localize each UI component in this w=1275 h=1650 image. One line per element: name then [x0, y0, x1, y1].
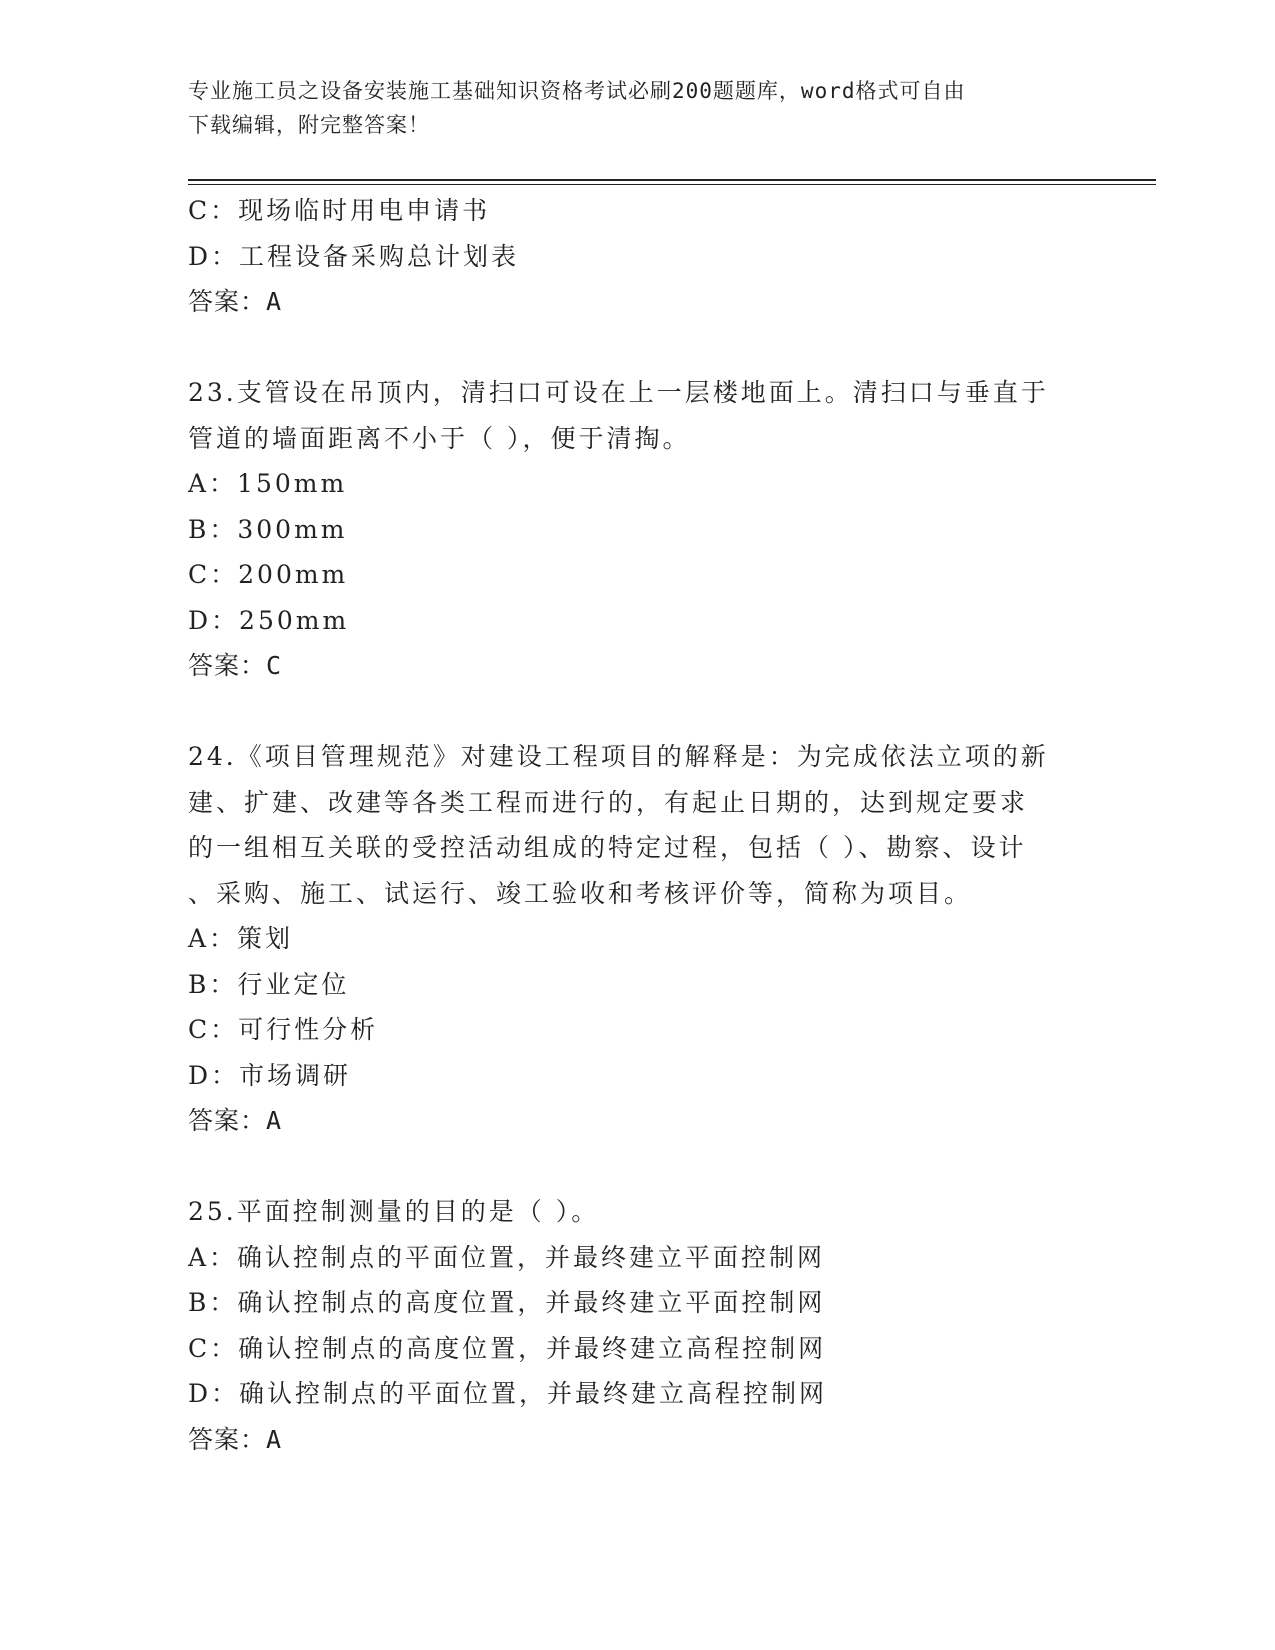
question-stem: 25.平面控制测量的目的是（ ）。 — [188, 1197, 600, 1226]
option-c: C：现场临时用电申请书 — [188, 196, 491, 225]
document-header — [188, 74, 1068, 142]
question-stem: 管道的墙面距离不小于（ ），便于清掏。 — [188, 423, 691, 453]
question-stem: 建、扩建、改建等各类工程而进行的，有起止日期的，达到规定要求 — [188, 787, 1029, 817]
option-c: C：200mm — [188, 560, 349, 589]
answer: 答案：A — [188, 1424, 283, 1454]
question-stem: 23.支管设在吊顶内，清扫口可设在上一层楼地面上。清扫口与垂直于 — [188, 378, 1049, 407]
question-stem: 的一组相互关联的受控活动组成的特定过程，包括（ ）、勘察、设计 — [188, 833, 1027, 862]
question-stem: 24.《项目管理规范》对建设工程项目的解释是：为完成依法立项的新 — [188, 742, 1049, 771]
option-d: D：确认控制点的平面位置，并最终建立高程控制网 — [188, 1379, 828, 1408]
spacer — [188, 1144, 1088, 1190]
header-line-2: 下载编辑，附完整答案！ — [188, 113, 430, 137]
spacer — [188, 689, 1088, 735]
option-b: B：行业定位 — [188, 969, 350, 999]
header-divider-thick — [188, 179, 1156, 181]
question-stem: 、采购、施工、试运行、竣工验收和考核评价等，简称为项目。 — [188, 878, 973, 908]
option-c: C：可行性分析 — [188, 1015, 379, 1044]
spacer — [188, 325, 1088, 371]
answer: 答案：A — [188, 287, 283, 316]
option-b: B：确认控制点的高度位置，并最终建立平面控制网 — [188, 1288, 826, 1317]
option-a: A：确认控制点的平面位置，并最终建立平面控制网 — [188, 1242, 826, 1272]
option-a: A：150mm — [188, 469, 348, 498]
question-24 — [188, 734, 1088, 1144]
header-line-1: 专业施工员之设备安装施工基础知识资格考试必刷200题题库，word格式可自由 — [188, 79, 966, 103]
question-22 — [188, 188, 1088, 325]
option-b: B：300mm — [188, 514, 348, 544]
answer: 答案：A — [188, 1106, 283, 1135]
option-d: D：工程设备采购总计划表 — [188, 241, 520, 271]
option-d: D：250mm — [188, 605, 350, 635]
answer: 答案：C — [188, 651, 283, 680]
option-c: C：确认控制点的高度位置，并最终建立高程控制网 — [188, 1333, 827, 1363]
question-25 — [188, 1189, 1088, 1462]
header-divider-thin — [188, 184, 1156, 185]
question-23 — [188, 370, 1088, 689]
option-d: D：市场调研 — [188, 1060, 352, 1090]
question-list — [188, 188, 1088, 1462]
option-a: A：策划 — [188, 924, 294, 953]
